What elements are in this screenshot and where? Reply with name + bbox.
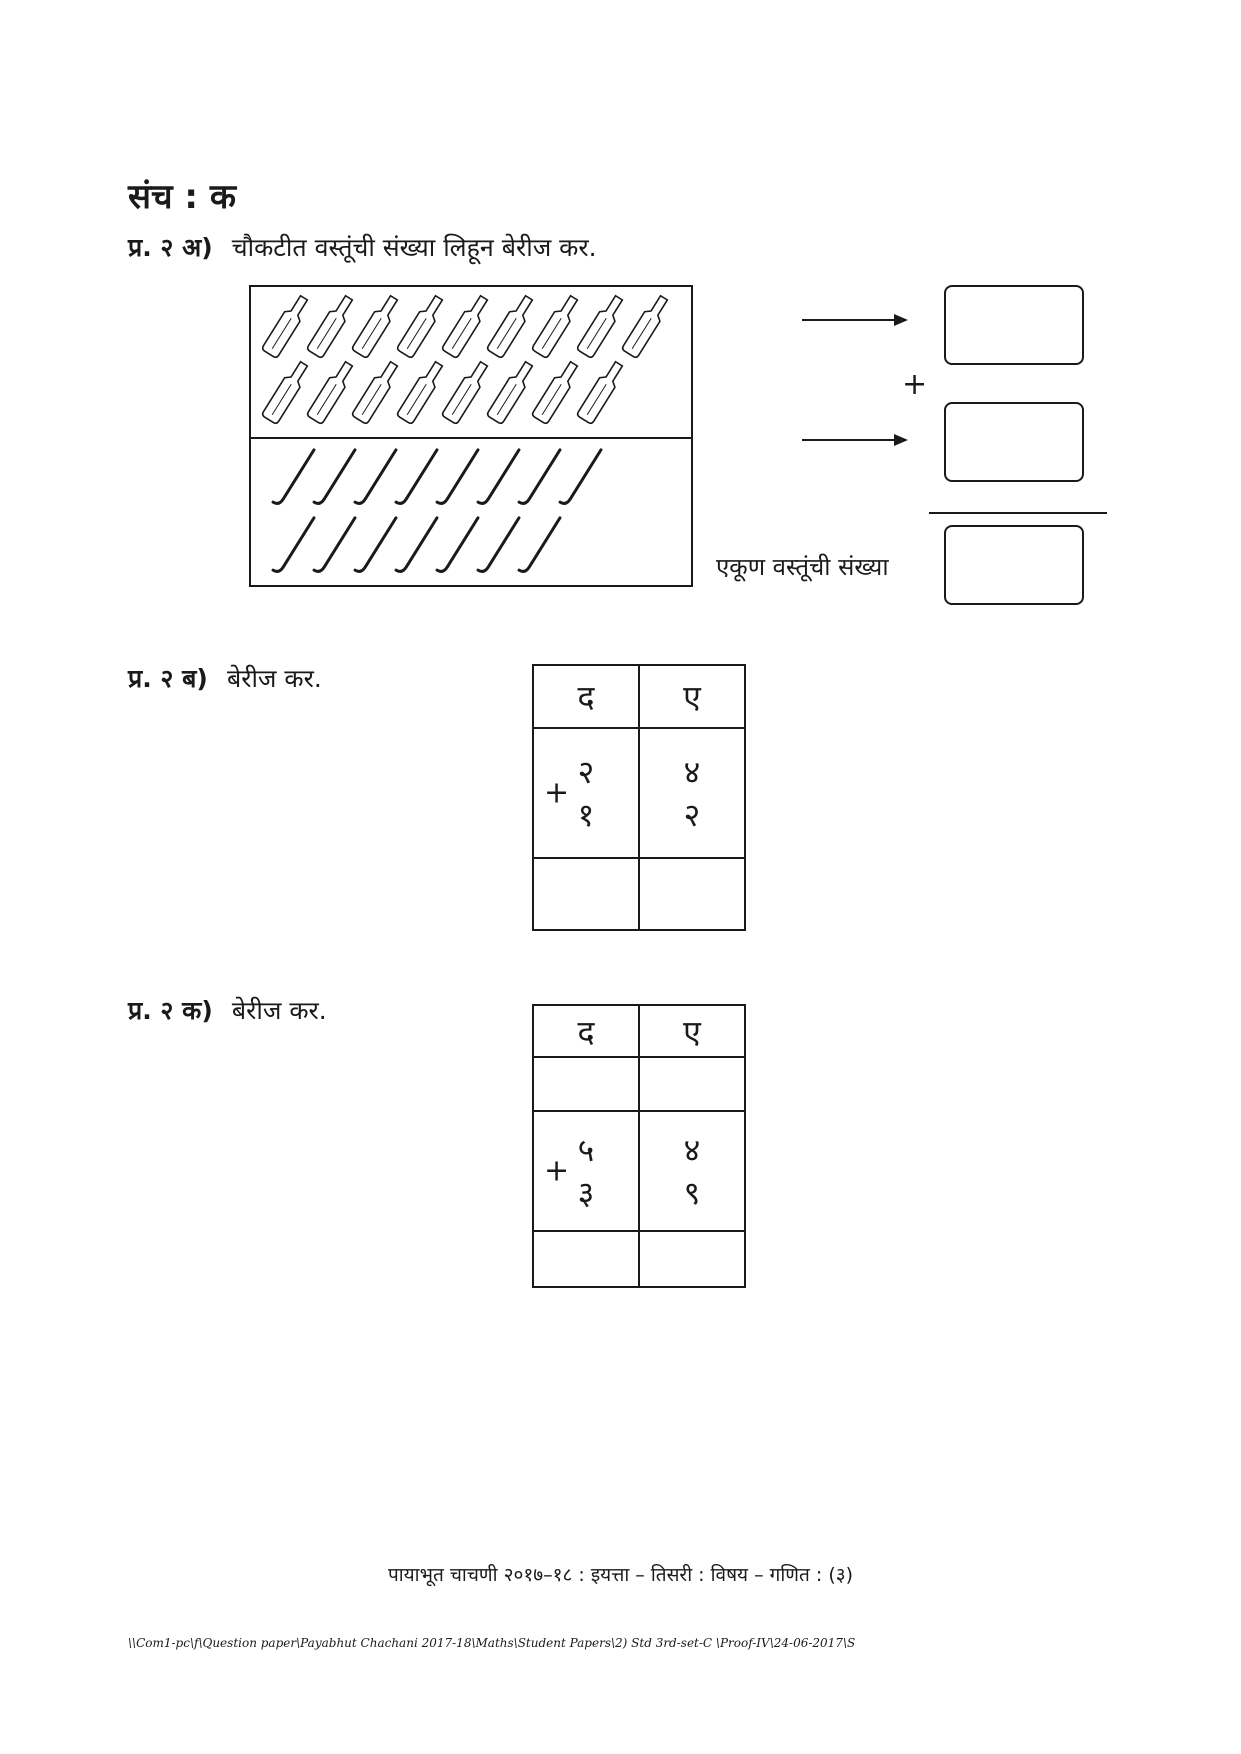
cricket-bat-icon	[621, 293, 671, 359]
carry-ones-cell[interactable]	[639, 1057, 745, 1111]
cricket-bat-icon	[441, 293, 491, 359]
arrows	[800, 308, 910, 452]
ones-digit: २	[683, 796, 701, 834]
hockey-stick-icon	[273, 514, 314, 574]
cricket-bat-icon	[576, 359, 626, 425]
cricket-bat-icon	[396, 293, 446, 359]
tens-digits-cell	[533, 1111, 639, 1231]
cricket-bat-count-box[interactable]	[944, 285, 1084, 365]
total-count-label: एकूण वस्तूंची संख्या	[716, 553, 889, 581]
hockey-stick-icon	[314, 514, 355, 574]
cricket-bat-icon	[261, 293, 311, 359]
answer-tens-cell[interactable]	[533, 1231, 639, 1287]
cricket-bat-icon	[306, 359, 356, 425]
tens-digits-cell	[533, 728, 639, 858]
carry-tens-cell[interactable]	[533, 1057, 639, 1111]
cricket-bat-icon	[486, 293, 536, 359]
question-2b-label: प्र. २ ब)	[128, 664, 208, 693]
total-line	[929, 512, 1107, 514]
hockey-stick-icon	[478, 514, 519, 574]
hockey-stick-icon	[355, 514, 396, 574]
tens-header: द	[533, 665, 639, 728]
ones-header: ए	[639, 665, 745, 728]
question-2a-heading	[128, 230, 597, 264]
question-2c-instruction: बेरीज कर.	[231, 996, 327, 1025]
file-path: \\Com1-pc\f\Question paper\Payabhut Chachani 2017-18\Maths\Student Papers\2) Std 3rd-set-C \Proof-IV\24-06-2017\S	[128, 1636, 856, 1650]
question-2c-label: प्र. २ क)	[128, 996, 213, 1025]
answer-tens-cell[interactable]	[533, 858, 639, 930]
cricket-bat-icon	[441, 359, 491, 425]
cricket-bats-group	[251, 287, 691, 435]
cricket-bat-icon	[531, 359, 581, 425]
plus-sign: +	[902, 367, 928, 402]
cricket-bat-icon	[531, 293, 581, 359]
cricket-bat-icon	[486, 359, 536, 425]
addition-table-2b	[532, 664, 746, 931]
objects-picture-box	[249, 285, 693, 587]
hockey-stick-icon	[519, 514, 560, 574]
ones-digits-cell	[639, 728, 745, 858]
ones-digit: ९	[683, 1174, 701, 1212]
hockey-sticks-group	[251, 439, 691, 587]
hockey-stick-icon	[355, 446, 396, 506]
set-title: संच : क	[128, 177, 236, 217]
question-2c-heading	[128, 993, 327, 1027]
arrow-icon	[802, 434, 908, 446]
tens-digit: १	[577, 796, 595, 834]
answer-ones-cell[interactable]	[639, 858, 745, 930]
addition-table-2c	[532, 1004, 746, 1288]
plus-sign: +	[544, 1153, 570, 1189]
cricket-bat-icon	[261, 359, 311, 425]
question-2a-instruction: चौकटीत वस्तूंची संख्या लिहून बेरीज कर.	[231, 233, 597, 262]
cricket-bat-icon	[351, 293, 401, 359]
tens-header: द	[533, 1005, 639, 1057]
hockey-stick-icon	[314, 446, 355, 506]
tens-digit: २	[577, 753, 595, 791]
ones-header: ए	[639, 1005, 745, 1057]
hockey-stick-icon	[437, 446, 478, 506]
hockey-stick-icon	[396, 446, 437, 506]
ones-digit: ४	[683, 1131, 701, 1169]
hockey-stick-count-box[interactable]	[944, 402, 1084, 482]
question-2b-instruction: बेरीज कर.	[226, 664, 322, 693]
hockey-stick-icon	[396, 514, 437, 574]
cricket-bat-icon	[351, 359, 401, 425]
cricket-bat-icon	[396, 359, 446, 425]
ones-digits-cell	[639, 1111, 745, 1231]
hockey-stick-icon	[273, 446, 314, 506]
hockey-stick-icon	[437, 514, 478, 574]
cricket-bat-icon	[306, 293, 356, 359]
total-count-box[interactable]	[944, 525, 1084, 605]
cricket-bat-icon	[576, 293, 626, 359]
page-footer: पायाभूत चाचणी २०१७–१८ : इयत्ता – तिसरी : विषय – गणित : (३)	[387, 1564, 854, 1586]
plus-sign: +	[544, 775, 570, 811]
hockey-stick-icon	[478, 446, 519, 506]
question-2a-label: प्र. २ अ)	[128, 233, 213, 262]
hockey-stick-icon	[560, 446, 601, 506]
hockey-stick-icon	[519, 446, 560, 506]
question-2b-heading	[128, 661, 322, 695]
tens-digit: ५	[577, 1131, 595, 1169]
tens-digit: ३	[577, 1174, 595, 1212]
answer-ones-cell[interactable]	[639, 1231, 745, 1287]
ones-digit: ४	[683, 753, 701, 791]
arrow-icon	[802, 314, 908, 326]
